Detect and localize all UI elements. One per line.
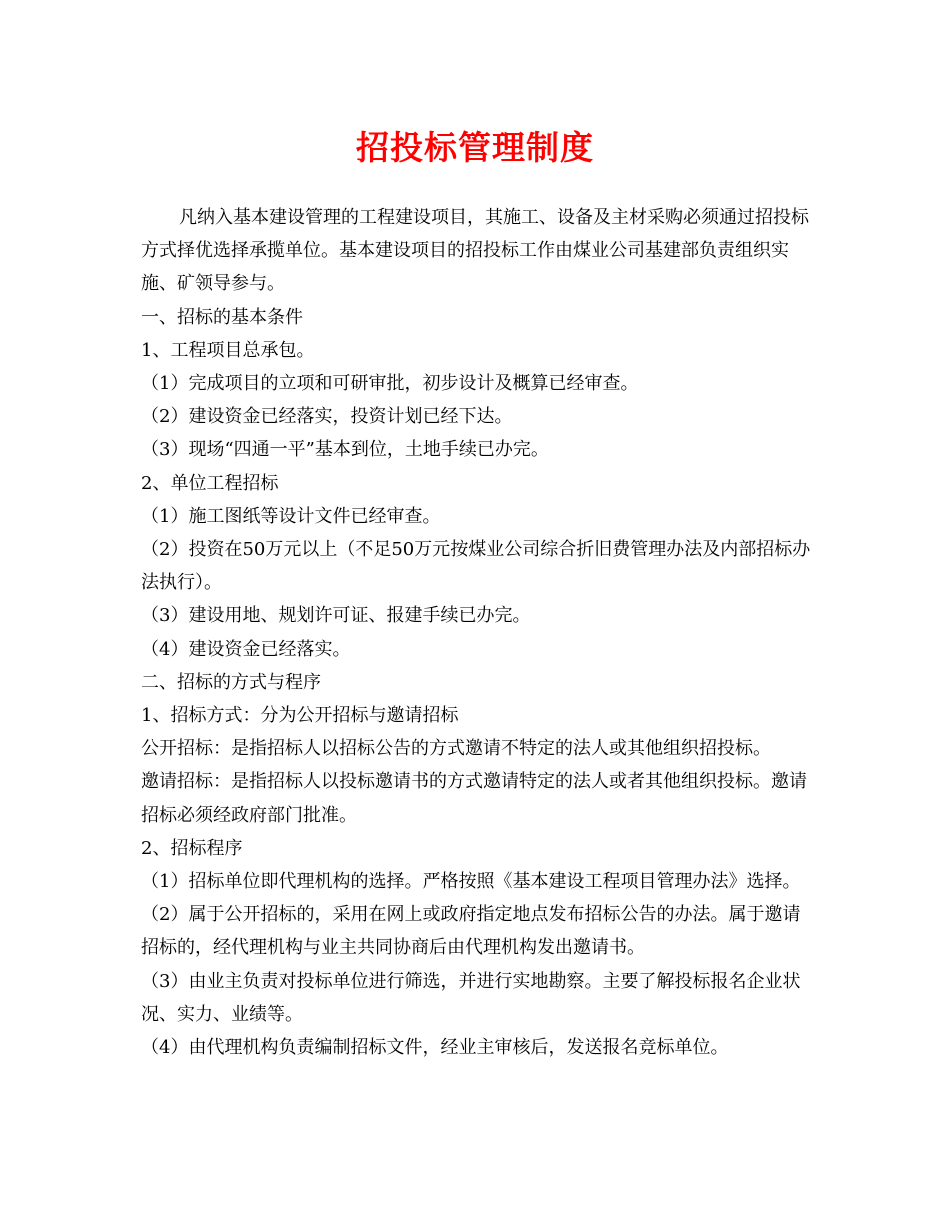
- list-item: （2）投资在50万元以上（不足50万元按煤业公司综合折旧费管理办法及内部招标办法执行）。: [141, 539, 811, 594]
- document-title: 招投标管理制度: [356, 128, 594, 167]
- intro-paragraph: 凡纳入基本建设管理的工程建设项目，其施工、设备及主材采购必须通过招投标方式择优选择承揽单位。基本建设项目的招投标工作由煤业公司基建部负责组织实施、矿领导参与。: [141, 207, 809, 295]
- definition-paragraph: 邀请招标：是指招标人以投标邀请书的方式邀请特定的法人或者其他组织投标。邀请招标必须经政府部门批准。: [141, 771, 807, 826]
- list-item: （3）现场“四通一平”基本到位，土地手续已办完。: [141, 439, 549, 461]
- definition-paragraph: 公开招标：是指招标人以招标公告的方式邀请不特定的法人或其他组织招投标。: [141, 738, 771, 760]
- subsection-heading: 2、招标程序: [141, 837, 243, 859]
- list-item: （3）由业主负责对投标单位进行筛选，并进行实地勘察。主要了解投标报名企业状况、实力、业绩等。: [141, 970, 801, 1025]
- section-heading: 一、招标的基本条件: [141, 306, 303, 328]
- list-item: （4）建设资金已经落实。: [141, 638, 351, 660]
- document-body: [141, 201, 811, 1064]
- subsection-heading: 1、工程项目总承包。: [141, 339, 315, 361]
- list-item: （1）施工图纸等设计文件已经审查。: [141, 505, 441, 527]
- list-item: （4）由代理机构负责编制招标文件，经业主审核后，发送报名竞标单位。: [141, 1037, 729, 1059]
- list-item: （3）建设用地、规划许可证、报建手续已办完。: [141, 605, 531, 627]
- list-item: （2）属于公开招标的，采用在网上或政府指定地点发布招标公告的办法。属于邀请招标的，经代理机构与业主共同协商后由代理机构发出邀请书。: [141, 904, 801, 959]
- section-heading: 二、招标的方式与程序: [141, 671, 321, 693]
- list-item: （2）建设资金已经落实，投资计划已经下达。: [141, 406, 513, 428]
- list-item: （1）招标单位即代理机构的选择。严格按照《基本建设工程项目管理办法》选择。: [141, 871, 801, 893]
- subsection-heading: 1、招标方式：分为公开招标与邀请招标: [141, 705, 459, 727]
- subsection-heading: 2、单位工程招标: [141, 472, 279, 494]
- list-item: （1）完成项目的立项和可研审批，初步设计及概算已经审查。: [141, 373, 639, 395]
